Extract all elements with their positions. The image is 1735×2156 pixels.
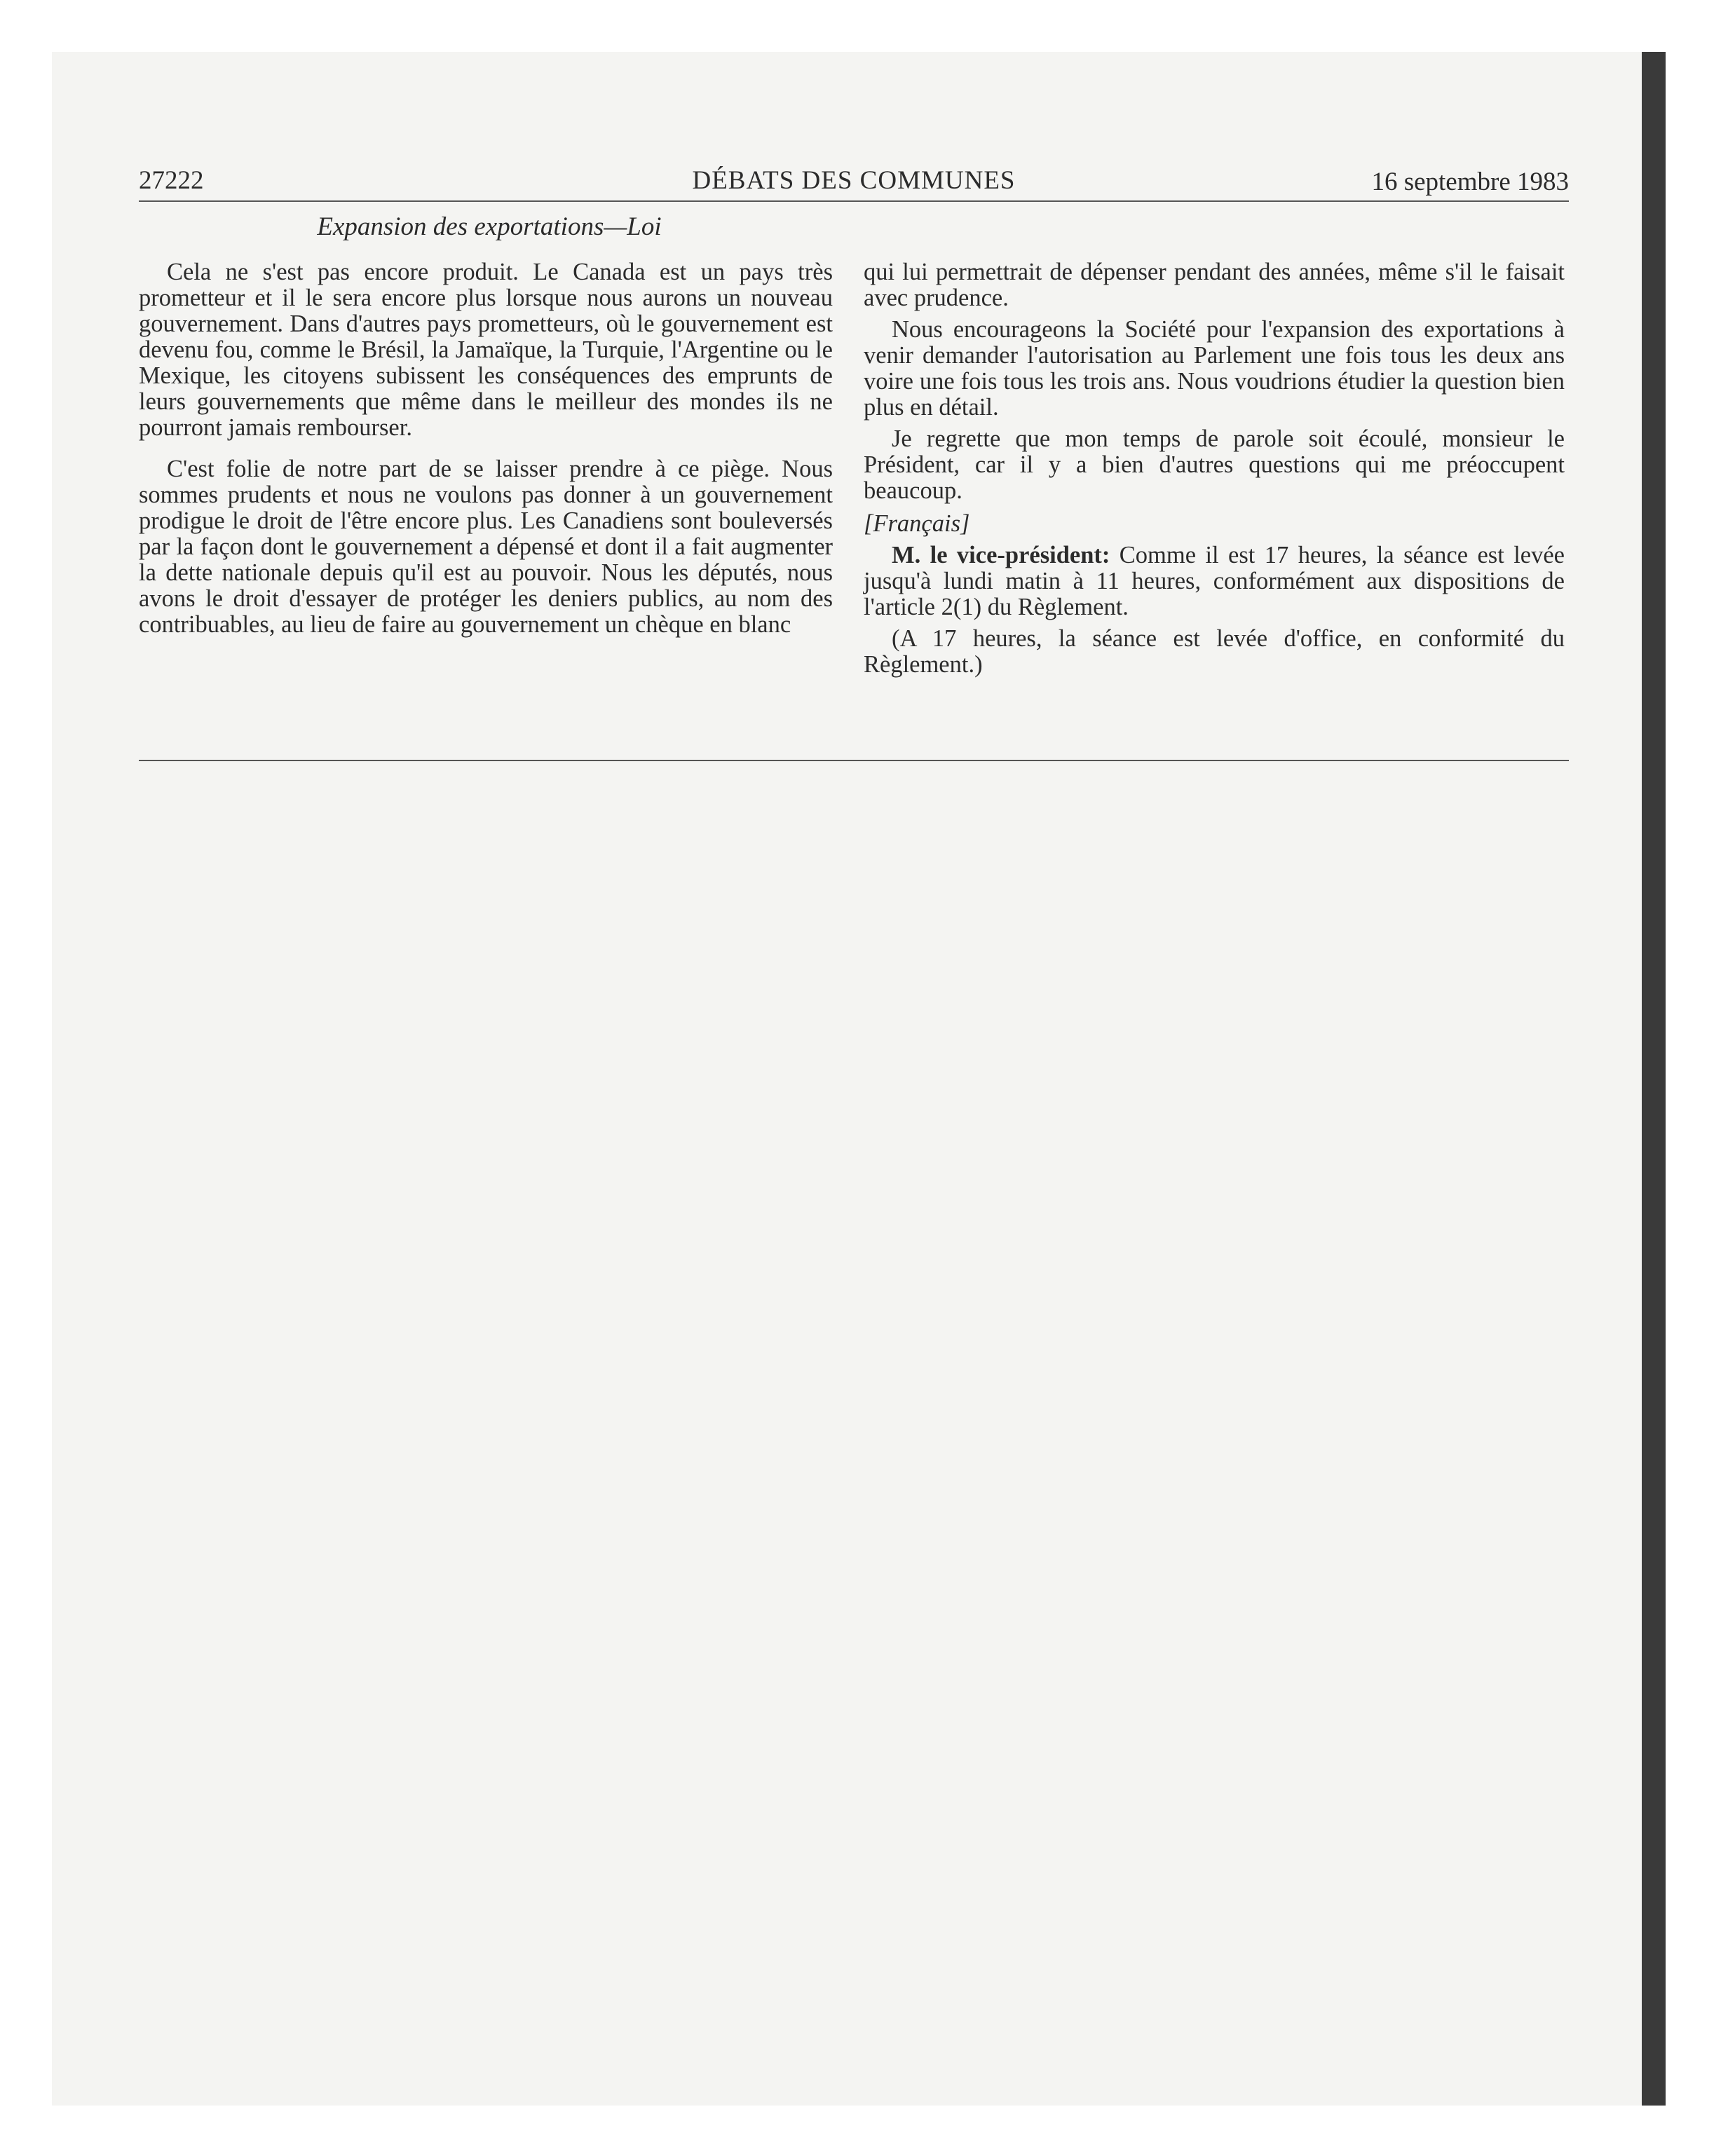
running-title: Expansion des exportations—Loi xyxy=(317,212,662,241)
speech-text: Comme il est 17 heures, la séance est levée jusqu'à lundi matin à 11 heures, conformément aux dispositions de l'article 2(1) du Règlement. xyxy=(864,542,1565,620)
left-column xyxy=(139,259,833,643)
paragraph: (A 17 heures, la séance est levée d'office, en conformité du Règlement.) xyxy=(864,625,1565,678)
paragraph: C'est folie de notre part de se laisser prendre à ce piège. Nous sommes prudents et nous ne voulons pas donner à un gouvernement prodigue le droit de l'être encore plus. Les Canadiens sont bouleversés par la façon dont le gouvernement a dépensé et dont il a fait augmenter la dette nationale depuis qu'il est au pouvoir. Nous les députés, nous avons le droit d'essayer de protéger les deniers publics, au nom des contribuables, au lieu de faire au gouvernement un chèque en blanc xyxy=(139,456,833,638)
paragraph: Cela ne s'est pas encore produit. Le Canada est un pays très prometteur et il le sera encore plus lorsque nous aurons un nouveau gouvernement. Dans d'autres pays prometteurs, où le gouvernement est devenu fou, comme le Brésil, la Jamaïque, la Turquie, l'Argentine ou le Mexique, les citoyens subissent les conséquences des emprunts de leurs gouvernements que même dans le meilleur des mondes ils ne pourront jamais rembourser. xyxy=(139,259,833,441)
paragraph: Nous encourageons la Société pour l'expansion des exportations à venir demander l'autorisation au Parlement une fois tous les deux ans voire une fois tous les trois ans. Nous voudrions étudier la question bien plus en détail. xyxy=(864,316,1565,421)
speaker-paragraph xyxy=(864,543,1565,620)
page-header xyxy=(139,165,1569,202)
speaker-name: M. le vice-président: xyxy=(892,542,1110,568)
closing-rule xyxy=(139,760,1569,761)
right-column xyxy=(864,259,1565,683)
page-number: 27222 xyxy=(139,166,204,195)
publication-title: DÉBATS DES COMMUNES xyxy=(692,166,1016,195)
header-date: 16 septembre 1983 xyxy=(1371,168,1569,196)
language-note: [Français] xyxy=(864,510,970,537)
paragraph: Je regrette que mon temps de parole soit écoulé, monsieur le Président, car il y a bien d'autres questions qui me préoccupent beaucoup. xyxy=(864,425,1565,504)
paragraph: qui lui permettrait de dépenser pendant des années, même s'il le faisait avec prudence. xyxy=(864,259,1565,311)
binding-edge xyxy=(1642,52,1666,2106)
